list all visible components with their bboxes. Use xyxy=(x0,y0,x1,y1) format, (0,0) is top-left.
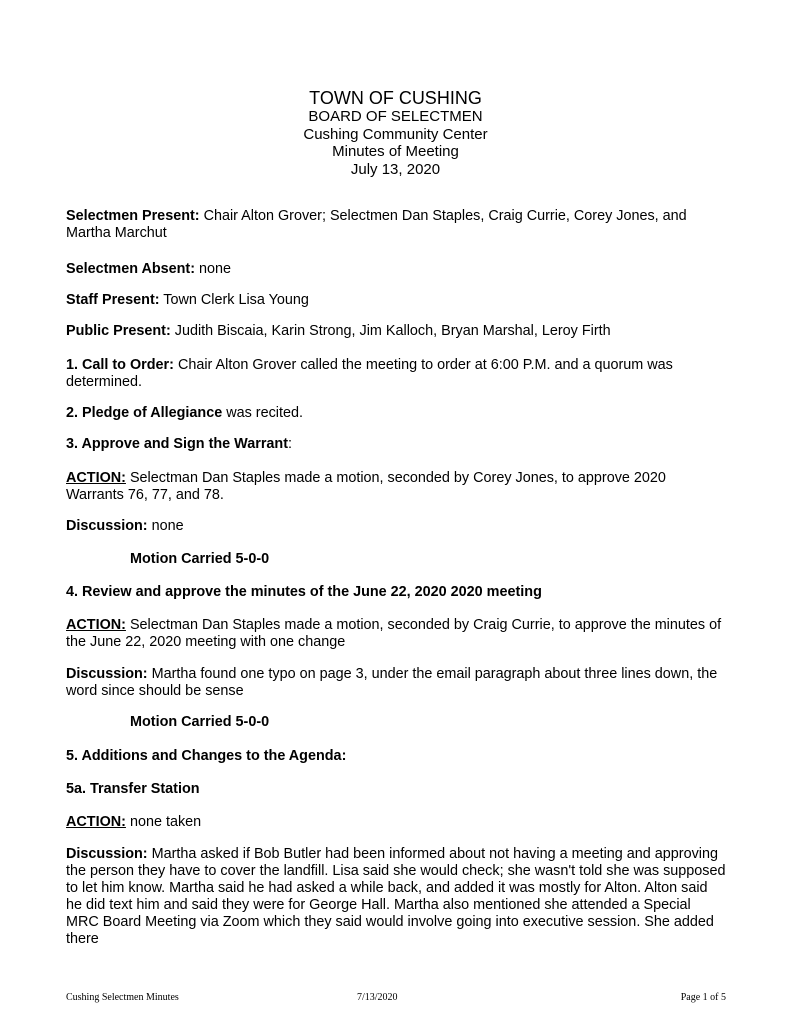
minutes-heading-label: 4. Review and approve the minutes of the June 22, 2020 2020 meeting xyxy=(66,584,542,600)
additions-heading xyxy=(66,748,726,765)
transfer-action-text: none taken xyxy=(125,814,202,830)
public-present-text: Judith Biscaia, Karin Strong, Jim Kalloch, Bryan Marshal, Leroy Firth xyxy=(170,323,611,339)
footer-document-name: Cushing Selectmen Minutes xyxy=(66,992,179,1003)
warrant-action-text: Selectman Dan Staples made a motion, seconded by Corey Jones, to approve 2020 Warrants 76, 77, and 78. xyxy=(66,470,666,503)
call-to-order xyxy=(66,357,726,391)
footer-date: 7/13/2020 xyxy=(357,992,398,1003)
document-type: Minutes of Meeting xyxy=(332,143,459,160)
minutes-motion-result: Motion Carried 5-0-0 xyxy=(130,714,270,730)
warrant-heading-label: 3. Approve and Sign the Warrant xyxy=(66,436,289,452)
transfer-action xyxy=(66,814,726,831)
pledge-text: was recited. xyxy=(222,405,303,421)
warrant-discussion xyxy=(66,518,726,535)
staff-present xyxy=(66,292,726,309)
board-title: BOARD OF SELECTMEN xyxy=(308,108,483,125)
selectmen-absent-text: none xyxy=(195,261,232,277)
selectmen-absent-label: Selectmen Absent: xyxy=(66,261,196,277)
call-to-order-text: Chair Alton Grover called the meeting to order at 6:00 P.M. and a quorum was determined. xyxy=(66,357,673,390)
warrant-motion-result: Motion Carried 5-0-0 xyxy=(130,551,270,567)
staff-present-text: Town Clerk Lisa Young xyxy=(159,292,309,308)
additions-heading-label: 5. Additions and Changes to the Agenda: xyxy=(66,748,347,764)
minutes-action-label: ACTION: xyxy=(66,617,126,633)
minutes-action-text: Selectman Dan Staples made a motion, seconded by Craig Currie, to approve the minutes of the June 22, 2020 meeting with one change xyxy=(66,617,722,650)
pledge-label: 2. Pledge of Allegiance xyxy=(66,405,223,421)
call-to-order-label: 1. Call to Order: xyxy=(66,357,174,373)
warrant-heading xyxy=(66,436,726,453)
transfer-action-label: ACTION: xyxy=(66,814,126,830)
staff-present-label: Staff Present: xyxy=(66,292,160,308)
transfer-station-heading xyxy=(66,781,726,798)
meeting-date: July 13, 2020 xyxy=(350,160,441,178)
selectmen-present-text: Chair Alton Grover; Selectmen Dan Staples, Craig Currie, Corey Jones, and Martha Marchut xyxy=(66,208,687,241)
footer-page-number: Page 1 of 5 xyxy=(680,992,726,1003)
warrant-heading-colon: : xyxy=(288,436,293,452)
transfer-discussion-label: Discussion: xyxy=(66,846,148,862)
transfer-station-label: 5a. Transfer Station xyxy=(66,781,200,797)
transfer-discussion xyxy=(66,846,726,948)
town-title: TOWN OF CUSHING xyxy=(309,88,482,108)
pledge-of-allegiance xyxy=(66,405,726,422)
public-present-label: Public Present: xyxy=(66,323,171,339)
transfer-discussion-text: Martha asked if Bob Butler had been informed about not having a meeting and approving the person they have to cover the landfill. Lisa said she would check; she wasn't told she was supposed to let him know. Martha said he had asked a while back, and added it was mostly for Alton. Alton said he did text him and said they were for George Hall. Martha also mentioned she attended a Special MRC Board Meeting via Zoom which they said would involve going into executive session. She added there xyxy=(66,846,726,947)
selectmen-present xyxy=(66,208,726,242)
warrant-discussion-label: Discussion: xyxy=(66,518,148,534)
minutes-discussion-label: Discussion: xyxy=(66,666,148,682)
meeting-location: Cushing Community Center xyxy=(303,125,488,143)
minutes-discussion-text: Martha found one typo on page 3, under the email paragraph about three lines down, the word since should be sense xyxy=(66,666,718,699)
selectmen-absent xyxy=(66,261,726,278)
minutes-heading xyxy=(66,584,726,601)
warrant-discussion-text: none xyxy=(147,518,184,534)
selectmen-present-label: Selectmen Present: xyxy=(66,208,200,224)
public-present xyxy=(66,323,726,340)
document-header xyxy=(0,88,791,178)
warrant-action xyxy=(66,470,726,504)
minutes-action xyxy=(66,617,726,651)
minutes-discussion xyxy=(66,666,726,700)
warrant-action-label: ACTION: xyxy=(66,470,126,486)
